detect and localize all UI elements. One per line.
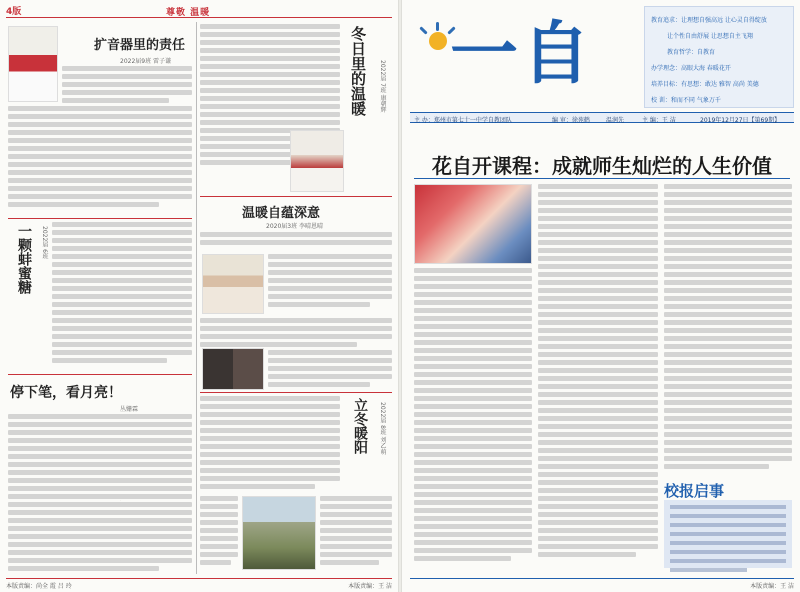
article-author-winter-sun: 2022届 7班 康朝辉: [379, 60, 386, 113]
article-text-warm-a: [200, 232, 392, 252]
motto-line: 校 训：和而不同 气象万千: [651, 97, 721, 104]
motto-line: 教育哲学：自教育: [667, 49, 716, 56]
notice-title: 校报启事: [664, 482, 725, 500]
issue-designer: 主 编：王 洁: [642, 117, 676, 124]
placeholder-hidden: [120, 500, 121, 501]
masthead-title: 一自: [450, 14, 595, 94]
page-number: 4版: [6, 7, 22, 17]
issue-date: 2019年12月27日【第69期】: [700, 117, 781, 124]
main-article-col-1: [414, 268, 532, 568]
headline-rule: [414, 178, 790, 179]
issue-editor: 编 审：徐苑鹤: [552, 117, 590, 124]
footer-designer: 本版责编：王 洁: [348, 583, 392, 590]
article-title-warm: 温暖自蕴深意: [242, 206, 321, 221]
footer-editor: 本版责编：尚全 霞 吕 玲: [6, 583, 72, 590]
masthead: [410, 6, 794, 124]
photo-two-students: [202, 348, 264, 390]
motto-line: 办学理念：高眼大海 春暖花开: [651, 65, 731, 72]
article-text-warm-b: [268, 254, 392, 314]
article-title-winter-sun: 冬日里的温暖: [349, 26, 367, 116]
divider-line: [8, 218, 192, 219]
student-photo-megaphone: [8, 26, 58, 102]
divider-line-2: [8, 374, 192, 375]
motto-line: 教育追求：让理想自强高远 让心灵自得绽放: [651, 17, 767, 24]
article-text-megaphone-a: [62, 66, 192, 106]
notice-box: [664, 500, 792, 568]
motto-line: 培养目标：有思想：敢达 雅智 高尚 美德: [651, 81, 759, 88]
article-author-warm: 2020届3班 李晴恩晴: [266, 223, 323, 230]
classroom-photo: [414, 184, 532, 264]
article-author-megaphone: 2022届9班 雷子谦: [120, 58, 171, 65]
article-text-stop: [8, 414, 192, 574]
article-text-camel: [52, 222, 192, 372]
main-article-col-3: [664, 184, 792, 476]
column-divider: [196, 22, 197, 574]
main-headline: 花自开课程：成就师生灿烂的人生价值: [432, 154, 772, 178]
page-banner: 尊敬 温暖: [166, 8, 211, 18]
photo-field: [242, 496, 316, 570]
motto-box: [644, 6, 794, 108]
issue-host: 主 办：郑州市第七十一中学自教团队: [414, 117, 512, 124]
article-author-liwinter: 2022届 8班 刘乙萌: [379, 402, 386, 455]
student-photo-winter: [290, 130, 344, 192]
main-article-col-2: [538, 184, 658, 568]
article-text-warm-d: [268, 350, 392, 390]
article-text-megaphone-b: [8, 106, 192, 216]
issue-chief: 温润先: [606, 117, 625, 124]
article-text-liwinter-a: [200, 396, 340, 492]
right-page-footer: [410, 578, 794, 588]
article-text-warm-c: [200, 318, 392, 350]
issue-info-bar: [410, 112, 794, 123]
article-title-megaphone: 扩音器里的责任: [94, 38, 186, 53]
article-text-liwinter-b: [320, 496, 392, 572]
article-author-camel: 2022届 6班: [41, 226, 48, 259]
motto-line: 让个性自由舒展 让思想自主飞翔: [667, 33, 753, 40]
article-title-camel: 一颗蚌蜜糖: [16, 224, 32, 294]
right-newspaper-page: [402, 0, 800, 592]
left-newspaper-page: [0, 0, 398, 592]
divider-line-3: [200, 196, 392, 197]
left-page-header: [6, 4, 392, 18]
footer-right-editor: 本版责编：王 洁: [750, 583, 794, 590]
article-text-liwinter-c: [200, 496, 238, 572]
student-photo-warm: [202, 254, 264, 314]
article-title-liwinter: 立冬暖阳: [352, 398, 368, 454]
article-author-stop: 丛姗霖: [120, 406, 139, 413]
article-title-stop: 停下笔，看月亮！: [10, 385, 122, 401]
left-page-footer: [6, 578, 392, 588]
divider-line-4: [200, 392, 392, 393]
